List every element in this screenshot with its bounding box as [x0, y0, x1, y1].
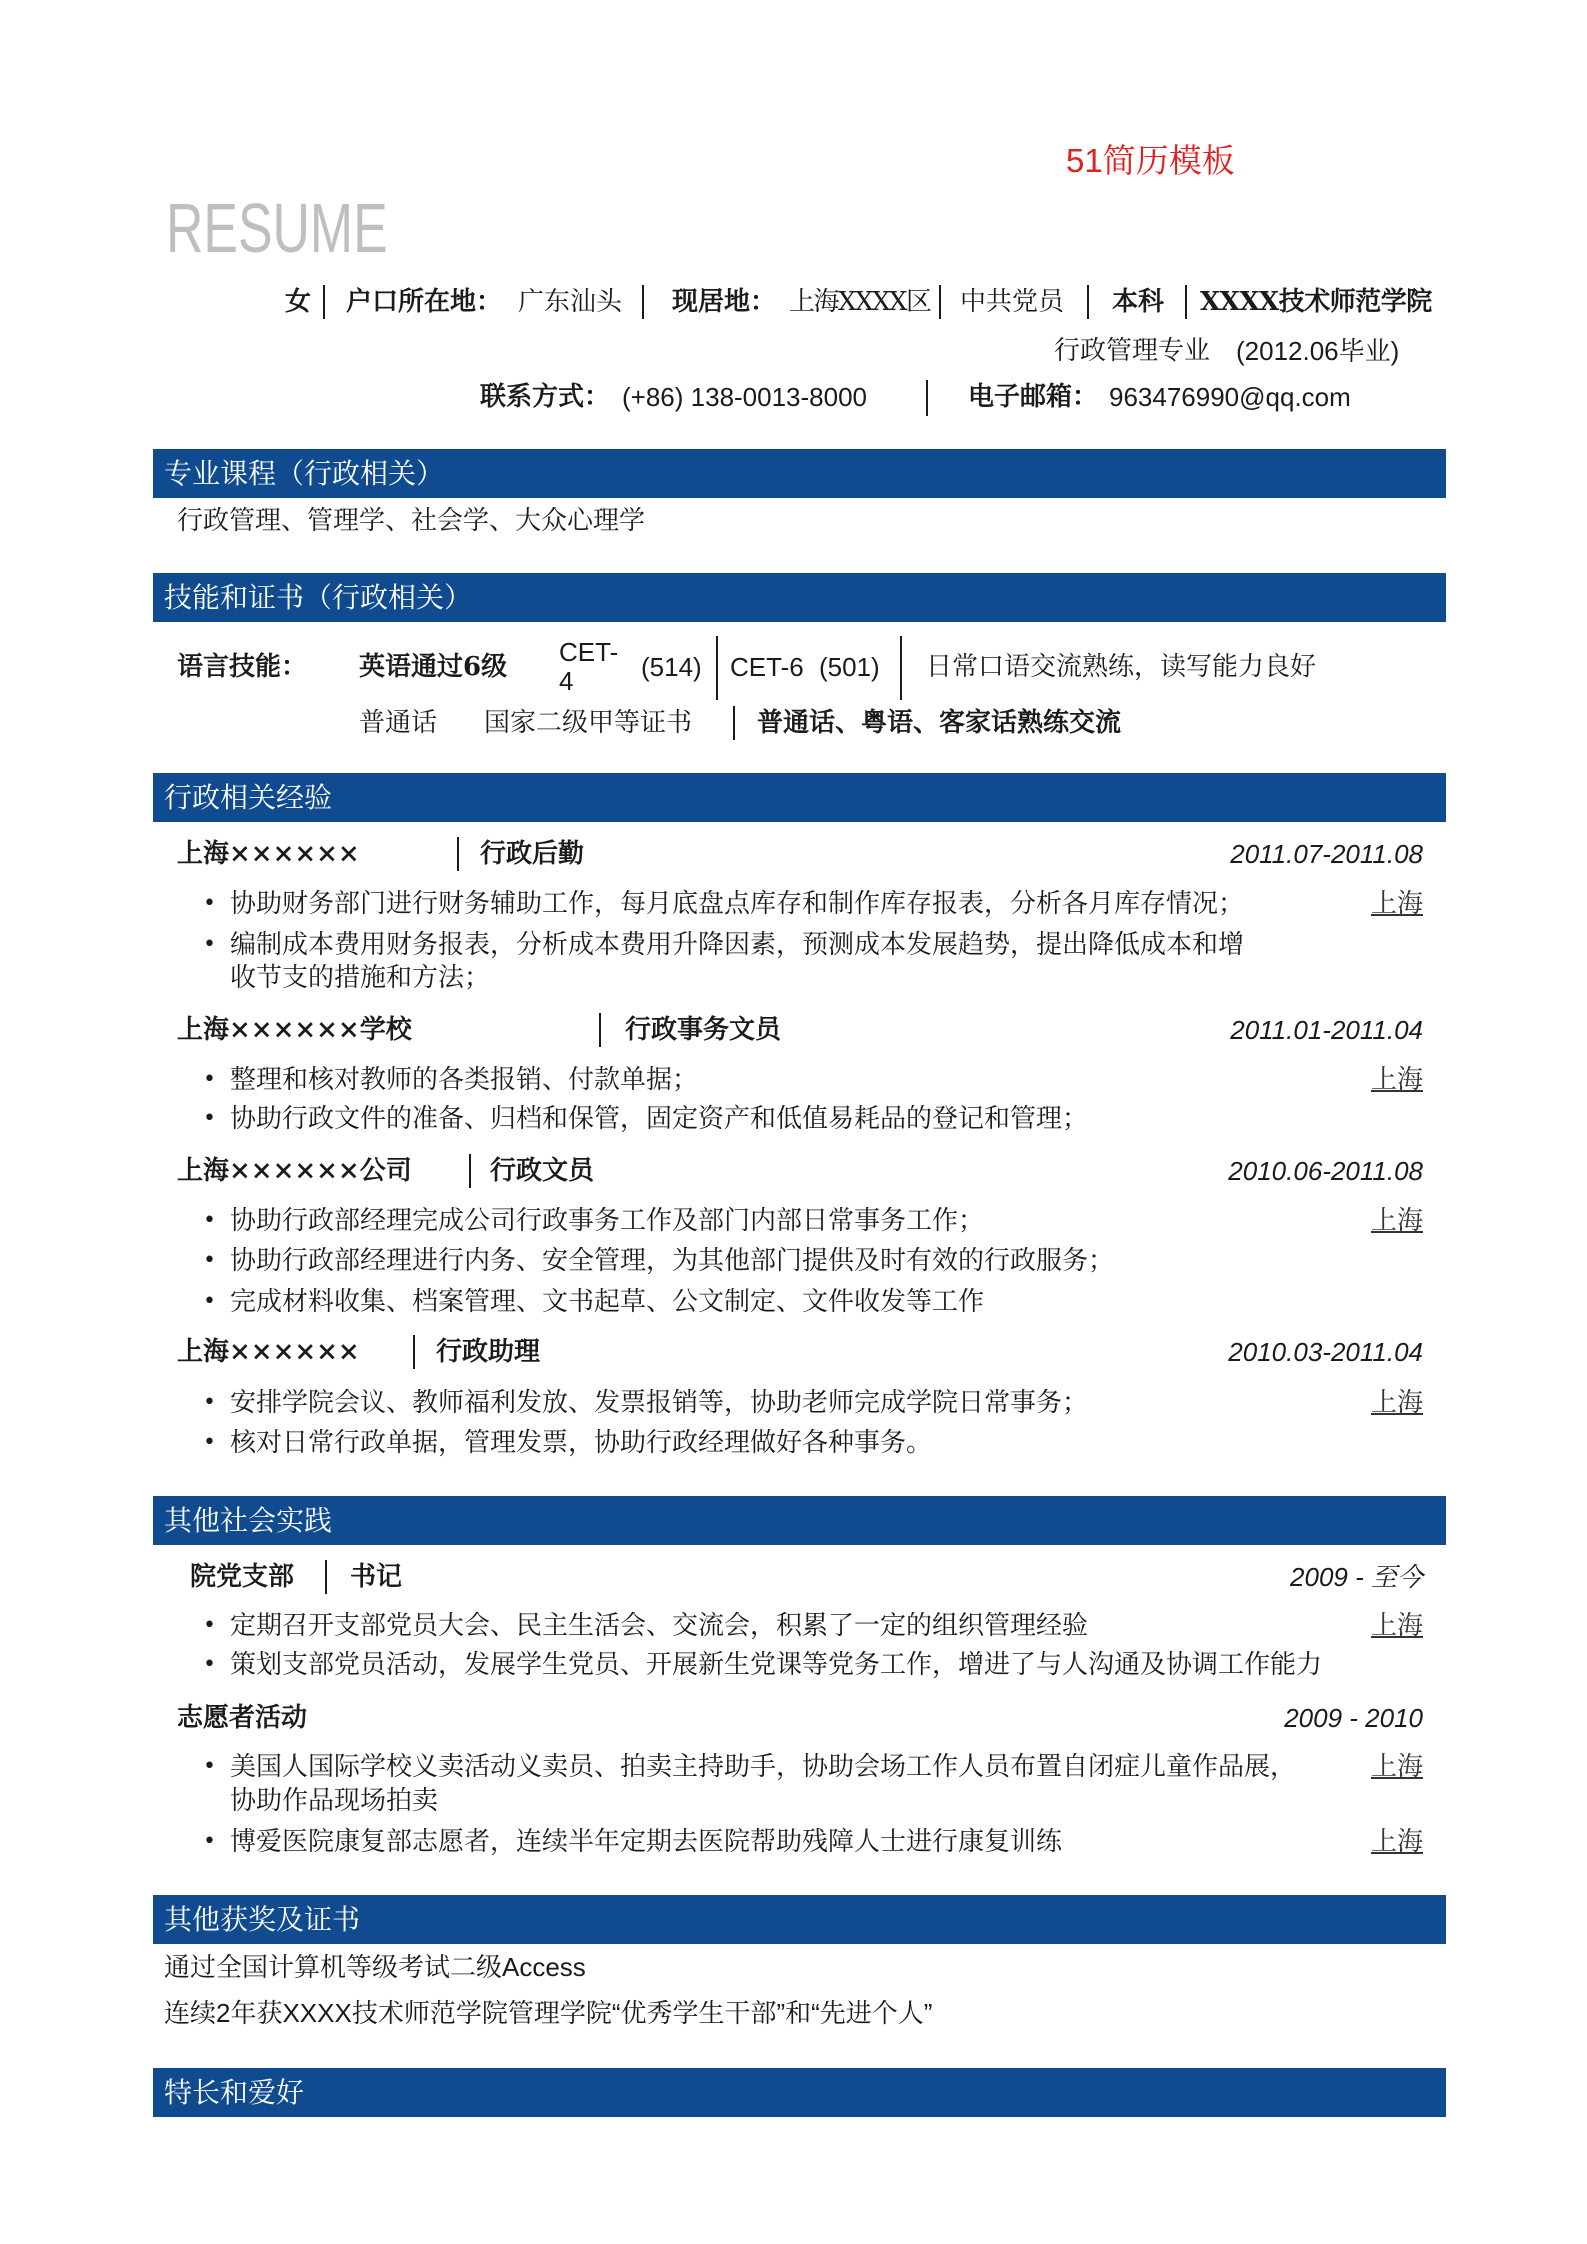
bullet-marker: •: [203, 1613, 216, 1638]
email-label: 电子邮箱：: [968, 382, 1099, 412]
gender: 女: [285, 287, 312, 317]
bullet-marker: •: [203, 1829, 216, 1854]
separator: [642, 285, 644, 319]
bullet-marker: •: [203, 1289, 216, 1314]
bullet-marker: •: [203, 1652, 216, 1677]
practice-organization: 院党支部: [190, 1562, 295, 1592]
award-item: 连续2年获XXXX技术师范学院管理学院“优秀学生干部”和“先进个人”: [164, 1998, 933, 2028]
hukou-value: 广东汕头: [518, 287, 623, 317]
degree: 本科: [1112, 287, 1165, 317]
job-period: 2010.03-2011.04: [1228, 1337, 1423, 1367]
contact-label: 联系方式：: [480, 382, 611, 412]
award-item: 通过全国计算机等级考试二级Access: [164, 1952, 586, 1982]
section-title: 专业课程（行政相关）: [164, 457, 445, 490]
section-title: 技能和证书（行政相关）: [164, 581, 473, 614]
courses-content: 行政管理、管理学、社会学、大众心理学: [177, 506, 646, 536]
job-location: 上海: [1370, 1206, 1423, 1236]
separator: [900, 636, 902, 700]
graduation: (2012.06毕业): [1236, 336, 1400, 366]
bullet-marker: •: [203, 1248, 216, 1273]
practice-bullet-continued: 协助作品现场拍卖: [230, 1786, 439, 1816]
job-bullet: 协助行政文件的准备、归档和保管，固定资产和低值易耗品的登记和管理；: [230, 1104, 1089, 1134]
job-bullet-continued: 收节支的措施和方法；: [230, 963, 491, 993]
job-organization: 上海××××××: [177, 839, 360, 869]
practice-location: 上海: [1370, 1827, 1423, 1857]
practice-location: 上海: [1370, 1611, 1423, 1641]
practice-role: 书记: [350, 1562, 403, 1592]
english-level: 英语通过6级: [359, 652, 508, 682]
separator: [1185, 285, 1187, 319]
practice-bullet: 策划支部党员活动，发展学生党员、开展新生党课等党务工作，增进了与人沟通及协调工作能力: [230, 1650, 1323, 1680]
job-bullet: 协助行政部经理进行内务、安全管理，为其他部门提供及时有效的行政服务；: [230, 1246, 1115, 1276]
separator: [939, 285, 941, 319]
job-bullet: 核对日常行政单据，管理发票，协助行政经理做好各种事务。: [230, 1428, 933, 1458]
bullet-marker: •: [203, 891, 216, 916]
job-role: 行政文员: [490, 1156, 595, 1186]
job-role: 行政后勤: [480, 839, 585, 869]
dialect-ability: 普通话、粤语、客家话熟练交流: [757, 708, 1122, 738]
separator: [599, 1013, 601, 1047]
job-bullet: 整理和核对教师的各类报销、付款单据；: [230, 1065, 699, 1095]
major: 行政管理专业: [1054, 336, 1211, 366]
separator: [469, 1154, 471, 1188]
separator: [926, 380, 928, 416]
cet6-label: CET-6: [730, 652, 804, 682]
section-title: 特长和爱好: [164, 2076, 305, 2109]
job-organization: 上海××××××: [177, 1337, 360, 1367]
separator: [1087, 285, 1089, 319]
section-title: 其他获奖及证书: [164, 1903, 361, 1936]
hukou-label: 户口所在地：: [346, 287, 503, 317]
template-watermark: 51简历模板: [1066, 142, 1235, 179]
mandarin-certificate: 国家二级甲等证书: [484, 708, 693, 738]
job-role: 行政事务文员: [625, 1015, 782, 1045]
section-bar-courses: [153, 449, 1446, 498]
section-bar-skills: [153, 573, 1446, 622]
job-location: 上海: [1370, 1388, 1423, 1418]
separator: [413, 1335, 415, 1369]
job-bullet: 完成材料收集、档案管理、文书起草、公文制定、文件收发等工作: [230, 1287, 985, 1317]
section-title: 行政相关经验: [164, 781, 333, 814]
section-bar-practice: [153, 1496, 1446, 1545]
separator: [457, 837, 459, 871]
job-bullet: 安排学院会议、教师福利发放、发票报销等，协助老师完成学院日常事务；: [230, 1388, 1089, 1418]
practice-bullet: 美国人国际学校义卖活动义卖员、拍卖主持助手，协助会场工作人员布置自闭症儿童作品展，: [230, 1752, 1297, 1782]
bullet-marker: •: [203, 932, 216, 957]
mandarin-label: 普通话: [359, 708, 438, 738]
bullet-marker: •: [203, 1754, 216, 1779]
school: XXXX技术师范学院: [1200, 287, 1432, 317]
job-bullet: 协助行政部经理完成公司行政事务工作及部门内部日常事务工作；: [230, 1206, 985, 1236]
job-period: 2011.01-2011.04: [1230, 1015, 1423, 1045]
english-ability: 日常口语交流熟练，读写能力良好: [926, 652, 1317, 682]
section-title: 其他社会实践: [164, 1504, 333, 1537]
cet4-label: CET-4: [559, 637, 619, 696]
email-address: 963476990@qq.com: [1109, 382, 1351, 412]
practice-bullet: 博爱医院康复部志愿者，连续半年定期去医院帮助残障人士进行康复训练: [230, 1827, 1063, 1857]
separator: [733, 706, 735, 740]
job-organization: 上海××××××公司: [177, 1156, 412, 1186]
bullet-marker: •: [203, 1106, 216, 1131]
separator: [716, 636, 718, 700]
resume-title: RESUME: [166, 189, 388, 267]
political-status: 中共党员: [960, 287, 1065, 317]
separator: [325, 1560, 327, 1594]
practice-bullet: 定期召开支部党员大会、民主生活会、交流会，积累了一定的组织管理经验: [230, 1611, 1089, 1641]
bullet-marker: •: [203, 1430, 216, 1455]
residence-label: 现居地：: [672, 287, 777, 317]
cet6-score: (501): [819, 652, 880, 682]
section-bar-experience: [153, 773, 1446, 822]
job-location: 上海: [1370, 889, 1423, 919]
practice-organization: 志愿者活动: [177, 1703, 308, 1733]
phone-number: (+86) 138-0013-8000: [622, 382, 868, 412]
practice-period: 2009 - 2010: [1284, 1703, 1423, 1733]
job-period: 2010.06-2011.08: [1228, 1156, 1423, 1186]
bullet-marker: •: [203, 1208, 216, 1233]
language-label: 语言技能：: [177, 652, 308, 682]
job-bullet: 编制成本费用财务报表，分析成本费用升降因素，预测成本发展趋势，提出降低成本和增: [230, 930, 1245, 960]
job-location: 上海: [1370, 1065, 1423, 1095]
cet4-score: (514): [641, 652, 702, 682]
section-bar-awards: [153, 1895, 1446, 1944]
practice-location: 上海: [1370, 1752, 1423, 1782]
practice-period: 2009 - 至今: [1290, 1562, 1423, 1592]
section-bar-hobbies: [153, 2068, 1446, 2117]
bullet-marker: •: [203, 1067, 216, 1092]
residence-value: 上海XXXX区: [789, 287, 931, 317]
bullet-marker: •: [203, 1390, 216, 1415]
separator: [323, 285, 325, 319]
job-organization: 上海××××××学校: [177, 1015, 412, 1045]
job-role: 行政助理: [436, 1337, 541, 1367]
job-bullet: 协助财务部门进行财务辅助工作，每月底盘点库存和制作库存报表，分析各月库存情况；: [230, 889, 1245, 919]
job-period: 2011.07-2011.08: [1230, 839, 1423, 869]
